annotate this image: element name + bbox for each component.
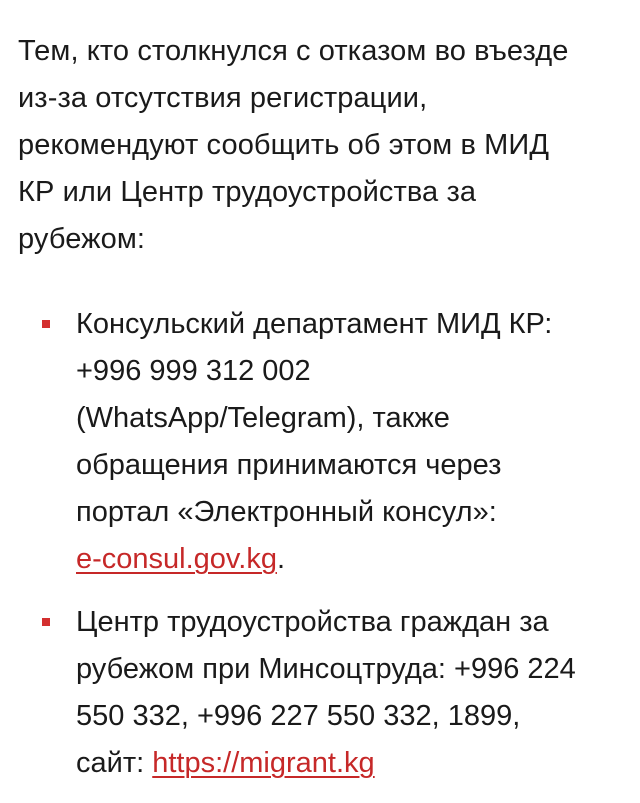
list-item-link-line: [76, 740, 622, 787]
list-item-line: обращения принимаются через: [76, 449, 502, 481]
list-item-line: портал «Электронный консул»:: [76, 496, 497, 528]
list-item-line: +996 999 312 002: [76, 355, 311, 387]
list-item-consular-department: [18, 301, 622, 583]
intro-paragraph: [18, 28, 622, 263]
intro-line: рекомендуют сообщить об этом в МИД: [18, 129, 550, 161]
list-item-employment-center: [18, 599, 622, 787]
list-item-link-line: [76, 536, 622, 583]
list-item-line: Центр трудоустройства граждан за: [76, 606, 549, 638]
e-consul-link[interactable]: e-consul.gov.kg: [76, 543, 277, 575]
list-item-line: 550 332, +996 227 550 332, 1899,: [76, 700, 521, 732]
list-item-line: (WhatsApp/Telegram), также: [76, 402, 450, 434]
list-item-line: рубежом при Минсоцтруда: +996 224: [76, 653, 576, 685]
migrant-link[interactable]: https://migrant.kg: [152, 747, 375, 779]
intro-line: КР или Центр трудоустройства за: [18, 176, 477, 208]
contacts-list: [18, 301, 622, 787]
article-body: [18, 28, 622, 803]
square-bullet-icon: [42, 618, 50, 626]
intro-line: Тем, кто столкнулся с отказом во въезде: [18, 35, 569, 67]
intro-line: из-за отсутствия регистрации,: [18, 82, 428, 114]
square-bullet-icon: [42, 320, 50, 328]
link-trailing-punctuation: .: [276, 543, 286, 575]
list-item-line: Консульский департамент МИД КР:: [76, 308, 553, 340]
site-prefix: сайт:: [76, 747, 153, 779]
intro-line: рубежом:: [18, 223, 146, 255]
